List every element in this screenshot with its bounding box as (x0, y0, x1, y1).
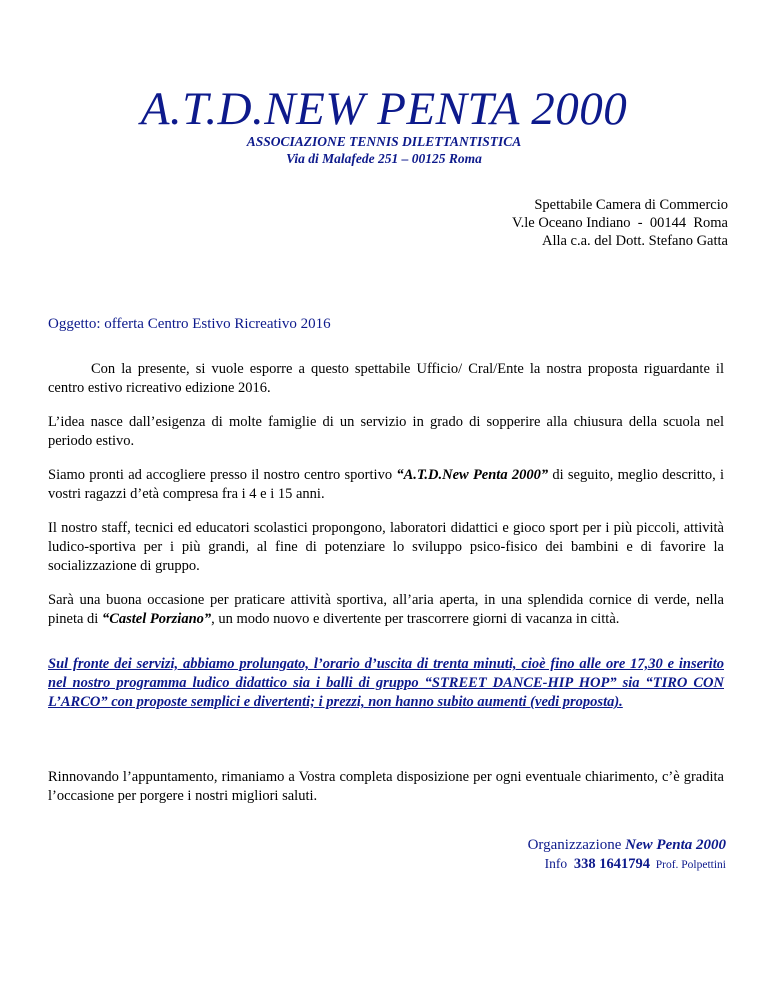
subject-line: Oggetto: offerta Centro Estivo Ricreativo 2016 (48, 316, 331, 332)
organization-title: A.T.D.NEW PENTA 2000 (140, 83, 628, 135)
paragraph-staff: Il nostro staff, tecnici ed educatori scolastici propongono, laboratori didattici e gioco sport per i più piccoli, attività ludico-sportiva per i più grandi, al fine di potenziare lo sviluppo psico-fisico dei bambini e di favorire la socializzazione di gruppo. (48, 520, 724, 574)
phone-number: 338 1641794 (573, 856, 650, 872)
signature-org-name: New Penta 2000 (625, 837, 726, 853)
center-name: “A.T.D.New Penta 2000” (396, 467, 549, 483)
paragraph-welcome (48, 466, 724, 504)
pineta-name: “Castel Porziano” (101, 611, 212, 627)
recipient-line-1: Spettabile Camera di Commercio (534, 197, 728, 213)
paragraph-intro: Con la presente, si vuole esporre a questo spettabile Ufficio/ Cral/Ente la nostra proposta riguardante il centro estivo ricreativo edizione 2016. (48, 361, 724, 396)
welcome-text-before: Siamo pronti ad accogliere presso il nostro centro sportivo (48, 467, 397, 483)
services-highlight: Sul fronte dei servizi, abbiamo prolungato, l’orario d’uscita di trenta minuti, cioè fino alle ore 17,30 e inserito nel nostro programma ludico didattico sia i balli di gruppo “STREET DANCE-HIP HOP” sia “TIRO CON L’ARCO” con proposte semplici e divertenti; i prezzi, non hanno subito aumenti (vedi proposta). (48, 656, 724, 710)
contact-name: Prof. Polpettini (649, 859, 726, 871)
signature-label: Organizzazione (527, 837, 626, 853)
signature-info (545, 856, 726, 873)
info-label: Info (544, 856, 574, 871)
paragraph-origin: L’idea nasce dall’esigenza di molte famiglie di un servizio in grado di sopperire alla chiusura della scuola nel periodo estivo. (48, 414, 724, 449)
recipient-line-3: Alla c.a. del Dott. Stefano Gatta (541, 233, 728, 249)
occasion-text-after: , un modo nuovo e divertente per trascorrere giorni di vacanza in città. (211, 611, 620, 627)
recipient-line-2: V.le Oceano Indiano - 00144 Roma (512, 215, 728, 231)
signature-org (528, 835, 726, 855)
organization-address: Via di Malafede 251 – 00125 Roma (286, 151, 482, 166)
organization-subtitle: ASSOCIAZIONE TENNIS DILETTANTISTICA (246, 134, 522, 149)
recipient-block (512, 196, 728, 250)
paragraph-occasion (48, 591, 724, 629)
welcome-text-after: di seguito, meglio descritto, i vostri ragazzi d’età compresa fra i 4 e i 15 anni. (48, 467, 724, 502)
occasion-text-before: Sarà una buona occasione per praticare attività sportiva, all’aria aperta, in una splendida cornice di verde, nella pineta di (48, 592, 724, 627)
paragraph-closing: Rinnovando l’appuntamento, rimaniamo a Vostra completa disposizione per ogni eventuale chiarimento, c’è gradita l’occasione per porgere i nostri migliori saluti. (48, 769, 724, 804)
